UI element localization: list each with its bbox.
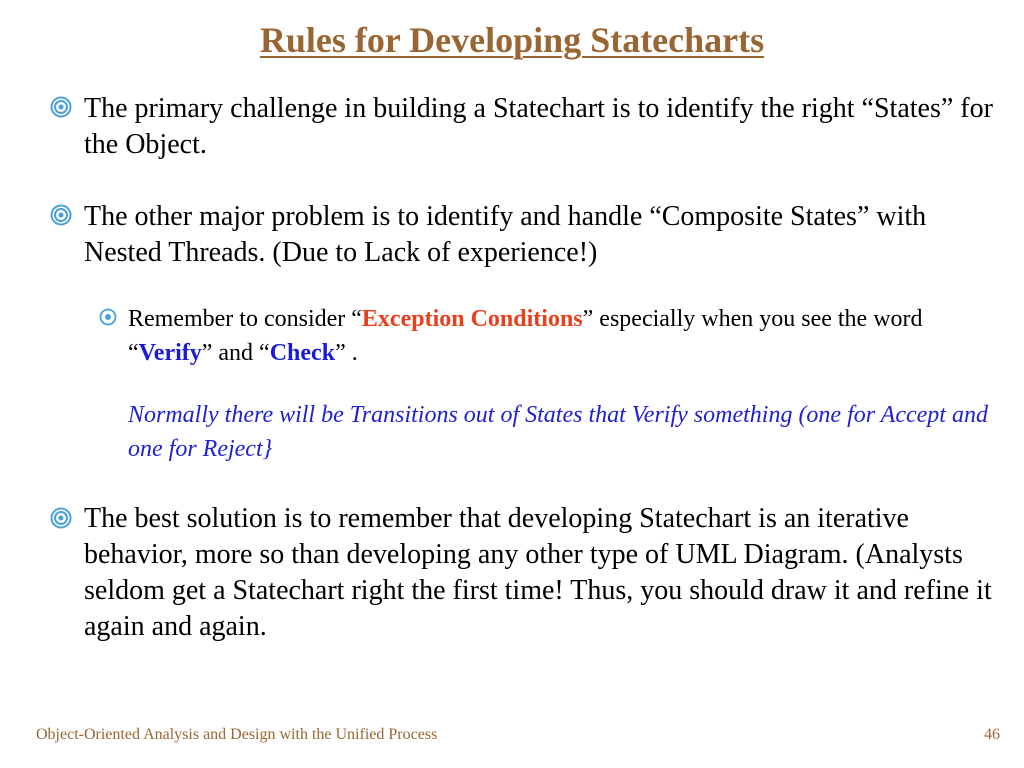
target-bullet-icon <box>50 96 72 118</box>
target-bullet-icon <box>50 507 72 529</box>
sub-bullet-text-4: ” . <box>335 340 358 366</box>
bullet-composite-states: The other major problem is to identify and handle “Composite States” with Nested Threads. (Due to Lack of experience!) <box>84 201 927 268</box>
circle-dot-bullet-icon <box>99 308 117 326</box>
highlight-exception-conditions: Exception Conditions <box>361 306 583 332</box>
bullet-best-solution: The best solution is to remember that developing Statechart is an iterative behavior, more so than developing any other type of UML Diagram. (Analysts seldom get a Statechart right the first time! Thus, you should draw it and refine it again and again. <box>84 503 992 642</box>
sub-bullet-exception-conditions <box>128 302 1008 370</box>
highlight-verify: Verify <box>138 340 202 366</box>
bullet-primary-challenge: The primary challenge in building a Statechart is to identify the right “States” for the Object. <box>84 93 993 160</box>
sub-bullet-text-2: ” especially when you see the word “ <box>128 306 923 366</box>
highlight-check: Check <box>269 340 336 366</box>
target-bullet-icon <box>50 204 72 226</box>
slide-title: Rules for Developing Statecharts <box>259 20 765 60</box>
sub-bullet-text-1: Remember to consider “ <box>128 306 362 332</box>
transitions-note: Normally there will be Transitions out of States that Verify something (one for Accept and one for Reject} <box>128 402 988 462</box>
sub-bullet-text-3: ” and “ <box>201 340 270 366</box>
footer-page-number: 46 <box>984 726 1000 743</box>
footer-course-title: Object-Oriented Analysis and Design with the Unified Process <box>36 726 438 743</box>
